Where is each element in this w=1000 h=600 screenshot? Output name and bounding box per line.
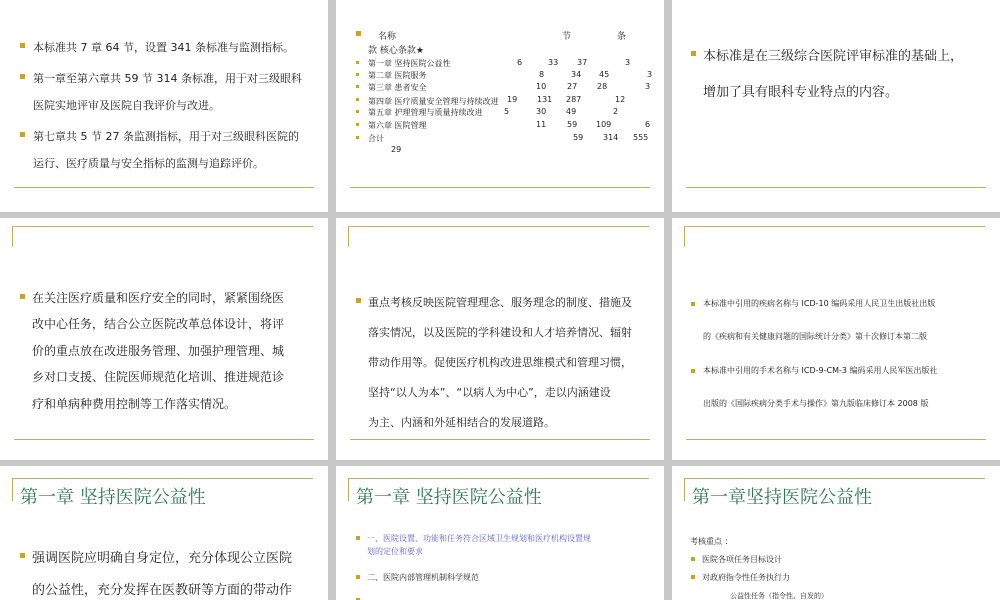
divider bbox=[350, 439, 650, 440]
table-cell: 131 bbox=[537, 95, 553, 104]
table-cell: 12 bbox=[615, 95, 626, 104]
slide-text: 对政府指令性任务执行力 bbox=[702, 573, 790, 582]
slide-thumbnail-5[interactable] bbox=[336, 218, 664, 460]
slide-thumbnail-2[interactable] bbox=[336, 0, 664, 212]
slide-thumbnail-4[interactable] bbox=[0, 218, 328, 460]
slide-text: 带动作用等。促使医疗机构改进思维模式和管理习惯， bbox=[368, 356, 632, 369]
table-cell: 33 bbox=[548, 58, 559, 67]
table-cell: 59 bbox=[573, 133, 584, 142]
bullet-icon bbox=[356, 575, 360, 579]
slide-text: 运行、医疗质量与安全指标的监测与追踪评价。 bbox=[33, 157, 264, 170]
slide-text: 坚持“以人为本”、“以病人为中心”，走以内涵建设 bbox=[368, 386, 611, 399]
bullet-icon bbox=[356, 73, 359, 76]
table-cell: 37 bbox=[577, 58, 588, 67]
slide-text: 改中心任务，结合公立医院改革总体设计，将评 bbox=[32, 317, 285, 331]
slide-text: 落实情况，以及医院的学科建设和人才培养情况、辐射 bbox=[368, 326, 632, 339]
bullet-icon bbox=[356, 123, 359, 126]
bullet-icon bbox=[356, 536, 360, 540]
slide-thumbnail-3[interactable] bbox=[672, 0, 1000, 212]
bullet-icon bbox=[20, 294, 25, 299]
slide-title: 第一章坚持医院公益性 bbox=[692, 487, 872, 508]
table-cell: 5 bbox=[504, 107, 510, 116]
bullet-icon bbox=[356, 136, 359, 139]
slide-text: 医院实地评审及医院自我评价与改进。 bbox=[33, 99, 220, 112]
table-cell: 59 bbox=[567, 120, 578, 129]
slide-text: 在关注医疗质量和医疗安全的同时，紧紧围绕医 bbox=[32, 291, 285, 305]
table-cell: 第四章 医疗质量安全管理与持续改进 bbox=[368, 97, 499, 106]
table-cell: 11 bbox=[536, 120, 547, 129]
bullet-icon bbox=[691, 557, 695, 561]
table-cell: 29 bbox=[391, 145, 402, 154]
table-cell: 8 bbox=[539, 70, 545, 79]
table-cell: 6 bbox=[517, 58, 523, 67]
table-cell: 314 bbox=[603, 133, 619, 142]
slide-thumbnail-8[interactable] bbox=[336, 466, 664, 600]
divider bbox=[686, 439, 986, 440]
table-cell: 49 bbox=[566, 107, 577, 116]
slide-text: 为主、内涵和外延相结合的发展道路。 bbox=[368, 416, 555, 429]
bullet-icon bbox=[20, 132, 25, 137]
divider bbox=[14, 439, 314, 440]
table-cell: 555 bbox=[633, 133, 649, 142]
slide-thumbnail-7[interactable] bbox=[0, 466, 328, 600]
bullet-icon bbox=[691, 51, 696, 56]
slide-text: 本标准是在三级综合医院评审标准的基础上， bbox=[703, 49, 964, 64]
slide-text: 强调医院应明确自身定位，充分体现公立医院 bbox=[32, 551, 293, 566]
table-header-name: 名称 bbox=[378, 32, 397, 42]
table-cell: 10 bbox=[536, 82, 547, 91]
slide-thumbnail-6[interactable] bbox=[672, 218, 1000, 460]
divider bbox=[14, 187, 314, 188]
slide-thumbnail-9[interactable] bbox=[672, 466, 1000, 600]
frame-corner bbox=[12, 226, 313, 247]
table-cell: 3 bbox=[625, 58, 631, 67]
frame-corner bbox=[684, 226, 985, 247]
slide-text: 本标准中引用的手术名称与 ICD-9-CM-3 编码采用人民军医出版社 bbox=[703, 366, 938, 375]
table-cell: 45 bbox=[599, 70, 610, 79]
slide-text: 一、医院设置、功能和任务符合区域卫生规划和医疗机构设置规 bbox=[367, 534, 591, 543]
slide-subtext: 公益性任务（指令性、自发的） bbox=[730, 592, 828, 600]
table-cell: 287 bbox=[566, 95, 582, 104]
slide-text: 重点考核反映医院管理理念、服务理念的制度、措施及 bbox=[368, 296, 632, 309]
slide-text: 出版的《国际疾病分类手术与操作》第九版临床修订本 2008 版 bbox=[703, 399, 929, 408]
table-cell: 第二章 医院服务 bbox=[368, 71, 427, 80]
table-cell: 3 bbox=[647, 70, 653, 79]
table-cell: 6 bbox=[645, 120, 651, 129]
table-cell: 109 bbox=[596, 120, 612, 129]
table-cell: 第六章 医院管理 bbox=[368, 121, 427, 130]
slide-title: 第一章 坚持医院公益性 bbox=[20, 487, 206, 508]
slide-text: 的《疾病和有关健康问题的国际统计分类》第十次修订本第二版 bbox=[703, 332, 927, 341]
table-cell: 30 bbox=[536, 107, 547, 116]
bullet-icon bbox=[691, 369, 695, 373]
bullet-icon bbox=[356, 110, 359, 113]
table-cell: 2 bbox=[613, 107, 619, 116]
bullet-icon bbox=[20, 43, 25, 48]
table-cell: 28 bbox=[597, 82, 608, 91]
bullet-icon bbox=[20, 553, 25, 558]
frame-corner bbox=[348, 226, 649, 247]
table-cell: 第三章 患者安全 bbox=[368, 83, 427, 92]
table-cell: 第五章 护理管理与质量持续改进 bbox=[368, 108, 483, 117]
slide-title: 第一章 坚持医院公益性 bbox=[356, 487, 542, 508]
bullet-icon bbox=[356, 85, 359, 88]
focus-label: 考核重点 ： bbox=[690, 537, 733, 546]
bullet-icon bbox=[356, 298, 361, 303]
slide-text: 增加了具有眼科专业特点的内容。 bbox=[703, 85, 899, 100]
divider bbox=[686, 187, 986, 188]
slide-text: 划的定位和要求 bbox=[367, 547, 423, 556]
slide-text: 价的重点放在改进服务管理、加强护理管理、城 bbox=[32, 344, 285, 358]
slide-text: 乡对口支援、住院医师规范化培训、推进规范诊 bbox=[32, 370, 285, 384]
table-cell: 19 bbox=[507, 95, 518, 104]
slide-text: 第一章至第六章共 59 节 314 条标准，用于对三级眼科 bbox=[33, 72, 302, 85]
slide-text: 本标准中引用的疾病名称与 ICD-10 编码采用人民卫生出版社出版 bbox=[703, 299, 936, 308]
bullet-icon bbox=[356, 98, 359, 101]
slide-text: 本标准共 7 章 64 节，设置 341 条标准与监测指标。 bbox=[33, 41, 294, 54]
table-cell: 合计 bbox=[368, 134, 384, 143]
divider bbox=[350, 187, 650, 188]
bullet-icon bbox=[691, 302, 695, 306]
table-header-line2: 款 核心条款★ bbox=[368, 46, 424, 56]
table-header-section: 节 bbox=[562, 32, 572, 42]
slide-thumbnail-1[interactable] bbox=[0, 0, 328, 212]
table-cell: 第一章 坚持医院公益性 bbox=[368, 59, 451, 68]
bullet-icon bbox=[691, 575, 695, 579]
slide-text: 的公益性，充分发挥在医教研等方面的带动作 bbox=[32, 583, 293, 598]
table-cell: 3 bbox=[645, 82, 651, 91]
bullet-icon bbox=[20, 74, 25, 79]
bullet-icon bbox=[356, 31, 361, 36]
slide-text: 疗和单病种费用控制等工作落实情况。 bbox=[32, 397, 237, 411]
table-cell: 34 bbox=[571, 70, 582, 79]
bullet-icon bbox=[356, 61, 359, 64]
slide-text: 第七章共 5 节 27 条监测指标，用于对三级眼科医院的 bbox=[33, 130, 299, 143]
table-cell: 27 bbox=[567, 82, 578, 91]
slide-text: 医院各项任务目标设计 bbox=[702, 555, 782, 564]
table-header-item: 条 bbox=[617, 32, 627, 42]
slide-text: 二、医院内部管理机制科学规范 bbox=[367, 573, 479, 582]
